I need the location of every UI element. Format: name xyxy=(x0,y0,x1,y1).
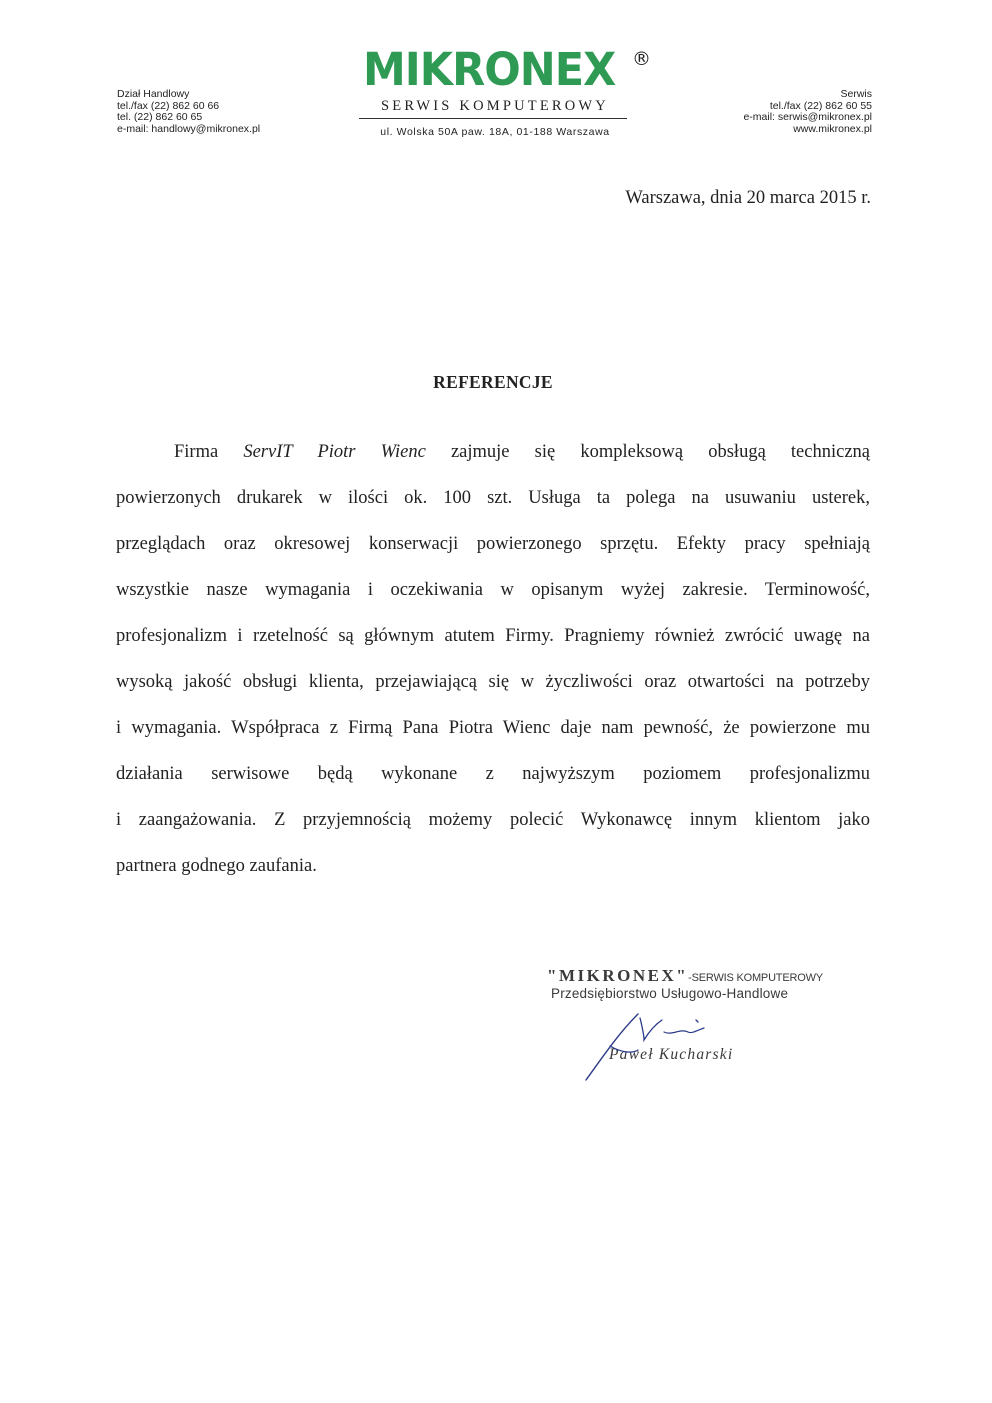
service-department-label: Serwis xyxy=(840,88,872,100)
sales-department-label: Dział Handlowy xyxy=(117,88,190,100)
body-line-1-rest: zajmuje się kompleksową obsługą techniczną xyxy=(450,442,870,462)
body-line: profesjonalizm i rzetelność są głównym atutem Firmy. Pragniemy również zwrócić uwagę na xyxy=(116,626,870,646)
company-name: ServIT Piotr Wienc xyxy=(243,442,426,462)
company-address: ul. Wolska 50A paw. 18A, 01-188 Warszawa xyxy=(380,126,610,138)
body-line: partnera godnego zaufania. xyxy=(116,856,317,876)
letter-title: REFERENCJE xyxy=(433,372,553,392)
service-fax: tel./fax (22) 862 60 55 xyxy=(769,99,872,112)
sales-department-contact xyxy=(117,89,337,135)
body-line: wysoką jakość obsługi klienta, przejawiającą się w życzliwości oraz otwartości na potrzeby xyxy=(116,672,870,692)
body-line: działania serwisowe będą wykonane z najwyższym poziomem profesjonalizmu xyxy=(116,764,870,784)
body-firma-word: Firma xyxy=(174,442,219,462)
body-line: powierzonych drukarek w ilości ok. 100 szt. Usługa ta polega na usuwaniu usterek, xyxy=(116,488,870,508)
sales-fax: tel./fax (22) 862 60 66 xyxy=(117,99,220,112)
body-line: i wymagania. Współpraca z Firmą Pana Piotra Wienc daje nam pewność, że powierzone mu xyxy=(116,718,870,738)
logo-divider xyxy=(359,118,627,119)
service-email: e-mail: serwis@mikronex.pl xyxy=(743,111,872,123)
body-line: i zaangażowania. Z przyjemnością możemy polecić Wykonawcę innym klientom jako xyxy=(116,810,870,830)
stamp-company-line xyxy=(547,966,823,986)
letter-body xyxy=(116,437,870,897)
stamp-company-sub: -SERWIS KOMPUTEROWY xyxy=(688,972,823,984)
company-logo: MIKRONEX xyxy=(363,43,616,97)
registered-mark: ® xyxy=(632,48,651,70)
stamp-person-name: Paweł Kucharski xyxy=(609,1046,734,1063)
letter-date: Warszawa, dnia 20 marca 2015 r. xyxy=(625,188,871,208)
stamp-company-type: Przedsiębiorstwo Usługowo-Handlowe xyxy=(551,986,789,1001)
stamp-company-name: "MIKRONEX" xyxy=(547,966,689,985)
body-line: przeglądach oraz okresowej konserwacji powierzonego sprzętu. Efekty pracy spełniają xyxy=(116,534,870,554)
body-line: wszystkie nasze wymagania i oczekiwania w opisanym wyżej zakresie. Terminowość, xyxy=(116,580,870,600)
sales-email: e-mail: handlowy@mikronex.pl xyxy=(117,122,261,135)
body-line xyxy=(116,437,870,483)
service-department-contact xyxy=(652,89,872,135)
company-tagline: SERWIS KOMPUTEROWY xyxy=(381,98,609,114)
sales-phone: tel. (22) 862 60 65 xyxy=(117,111,203,123)
service-website: www.mikronex.pl xyxy=(793,122,872,135)
handwritten-signature xyxy=(580,1010,720,1085)
